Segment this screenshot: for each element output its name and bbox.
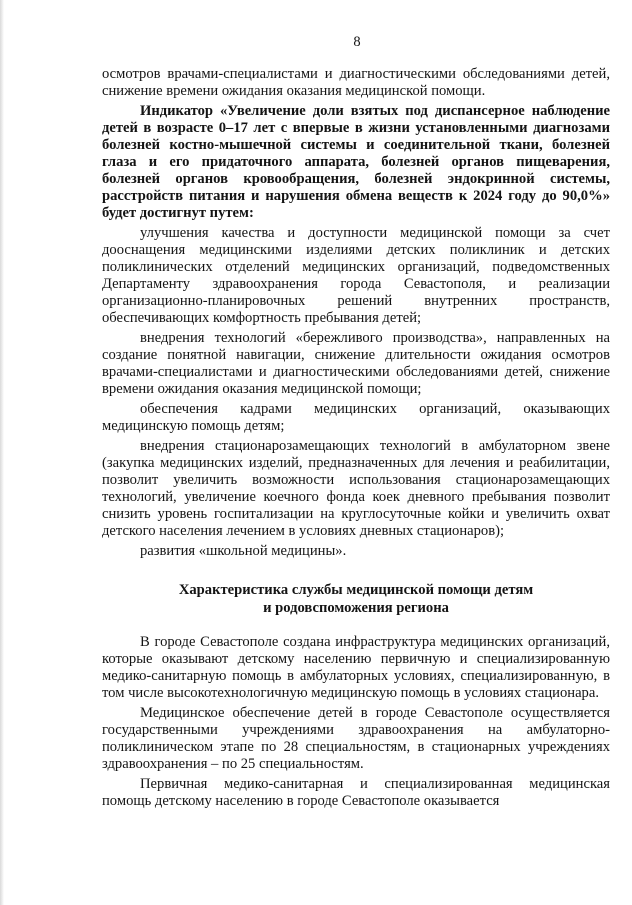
paragraph: Первичная медико-санитарная и специализированная медицинская помощь детскому населению в городе Севастополе оказывается	[102, 776, 610, 809]
paragraph: обеспечения кадрами медицинских организаций, оказывающих медицинскую помощь детям;	[102, 401, 610, 434]
paragraph: осмотров врачами-специалистами и диагностическими обследованиями детей, снижение времени ожидания оказания медицинской помощи.	[102, 66, 610, 99]
paragraph: внедрения технологий «бережливого производства», направленных на создание понятной навигации, снижение длительности ожидания осмотров врачами-специалистами и диагностическими обследованиями детей, снижение времени ожидания оказания медицинской помощи;	[102, 330, 610, 397]
paragraph: развития «школьной медицины».	[140, 543, 347, 559]
scan-shadow	[0, 0, 4, 905]
paragraph: Медицинское обеспечение детей в городе Севастополе осуществляется государственными учреждениями здравоохранения на амбулаторно-поликлиническом этапе по 28 специальностям, в стационарных учреждениях здравоохранения – по 25 специальностям.	[102, 705, 610, 772]
section-heading-line-1: Характеристика службы медицинской помощи детям	[178, 582, 534, 598]
paragraph: В городе Севастополе создана инфраструктура медицинских организаций, которые оказывают детскому населению первичную и специализированную медико-санитарную помощь в амбулаторных условиях, специализированную, в том числе высокотехнологичную медицинскую помощь в условиях стационара.	[102, 634, 610, 701]
paragraph: улучшения качества и доступности медицинской помощи за счет дооснащения медицинскими изделиями детских поликлиник и детских поликлинических отделений медицинских организаций, подведомственных Департаменту здравоохранения города Севастополя, и реализации организационно-планировочных решений внутренних пространств, обеспечивающих комфортность пребывания детей;	[102, 225, 610, 326]
body-text-bottom	[102, 634, 610, 813]
section-heading	[102, 581, 610, 617]
paragraph: внедрения стационарозамещающих технологий в амбулаторном звене (закупка медицинских изделий, предназначенных для лечения и реабилитации, позволит увеличить возможности использования стационарозамещающих технологий, увеличение коечного фонда коек дневного пребывания позволит снизить уровень госпитализации на круглосуточные койки и увеличить охват детского населения лечением в условиях дневных стационаров);	[102, 438, 610, 539]
section-heading-line-2: и родовспоможения региона	[263, 600, 449, 616]
paragraph: Индикатор «Увеличение доли взятых под диспансерное наблюдение детей в возрасте 0–17 лет с впервые в жизни установленными диагнозами болезней костно-мышечной системы и соединительной ткани, болезней глаза и его придаточного аппарата, болезней органов пищеварения, болезней органов кровообращения, болезней эндокринной системы, расстройств питания и нарушения обмена веществ к 2024 году до 90,0%» будет достигнут путем:	[102, 103, 610, 221]
page-number: 8	[353, 34, 361, 50]
body-text-top	[102, 66, 610, 563]
